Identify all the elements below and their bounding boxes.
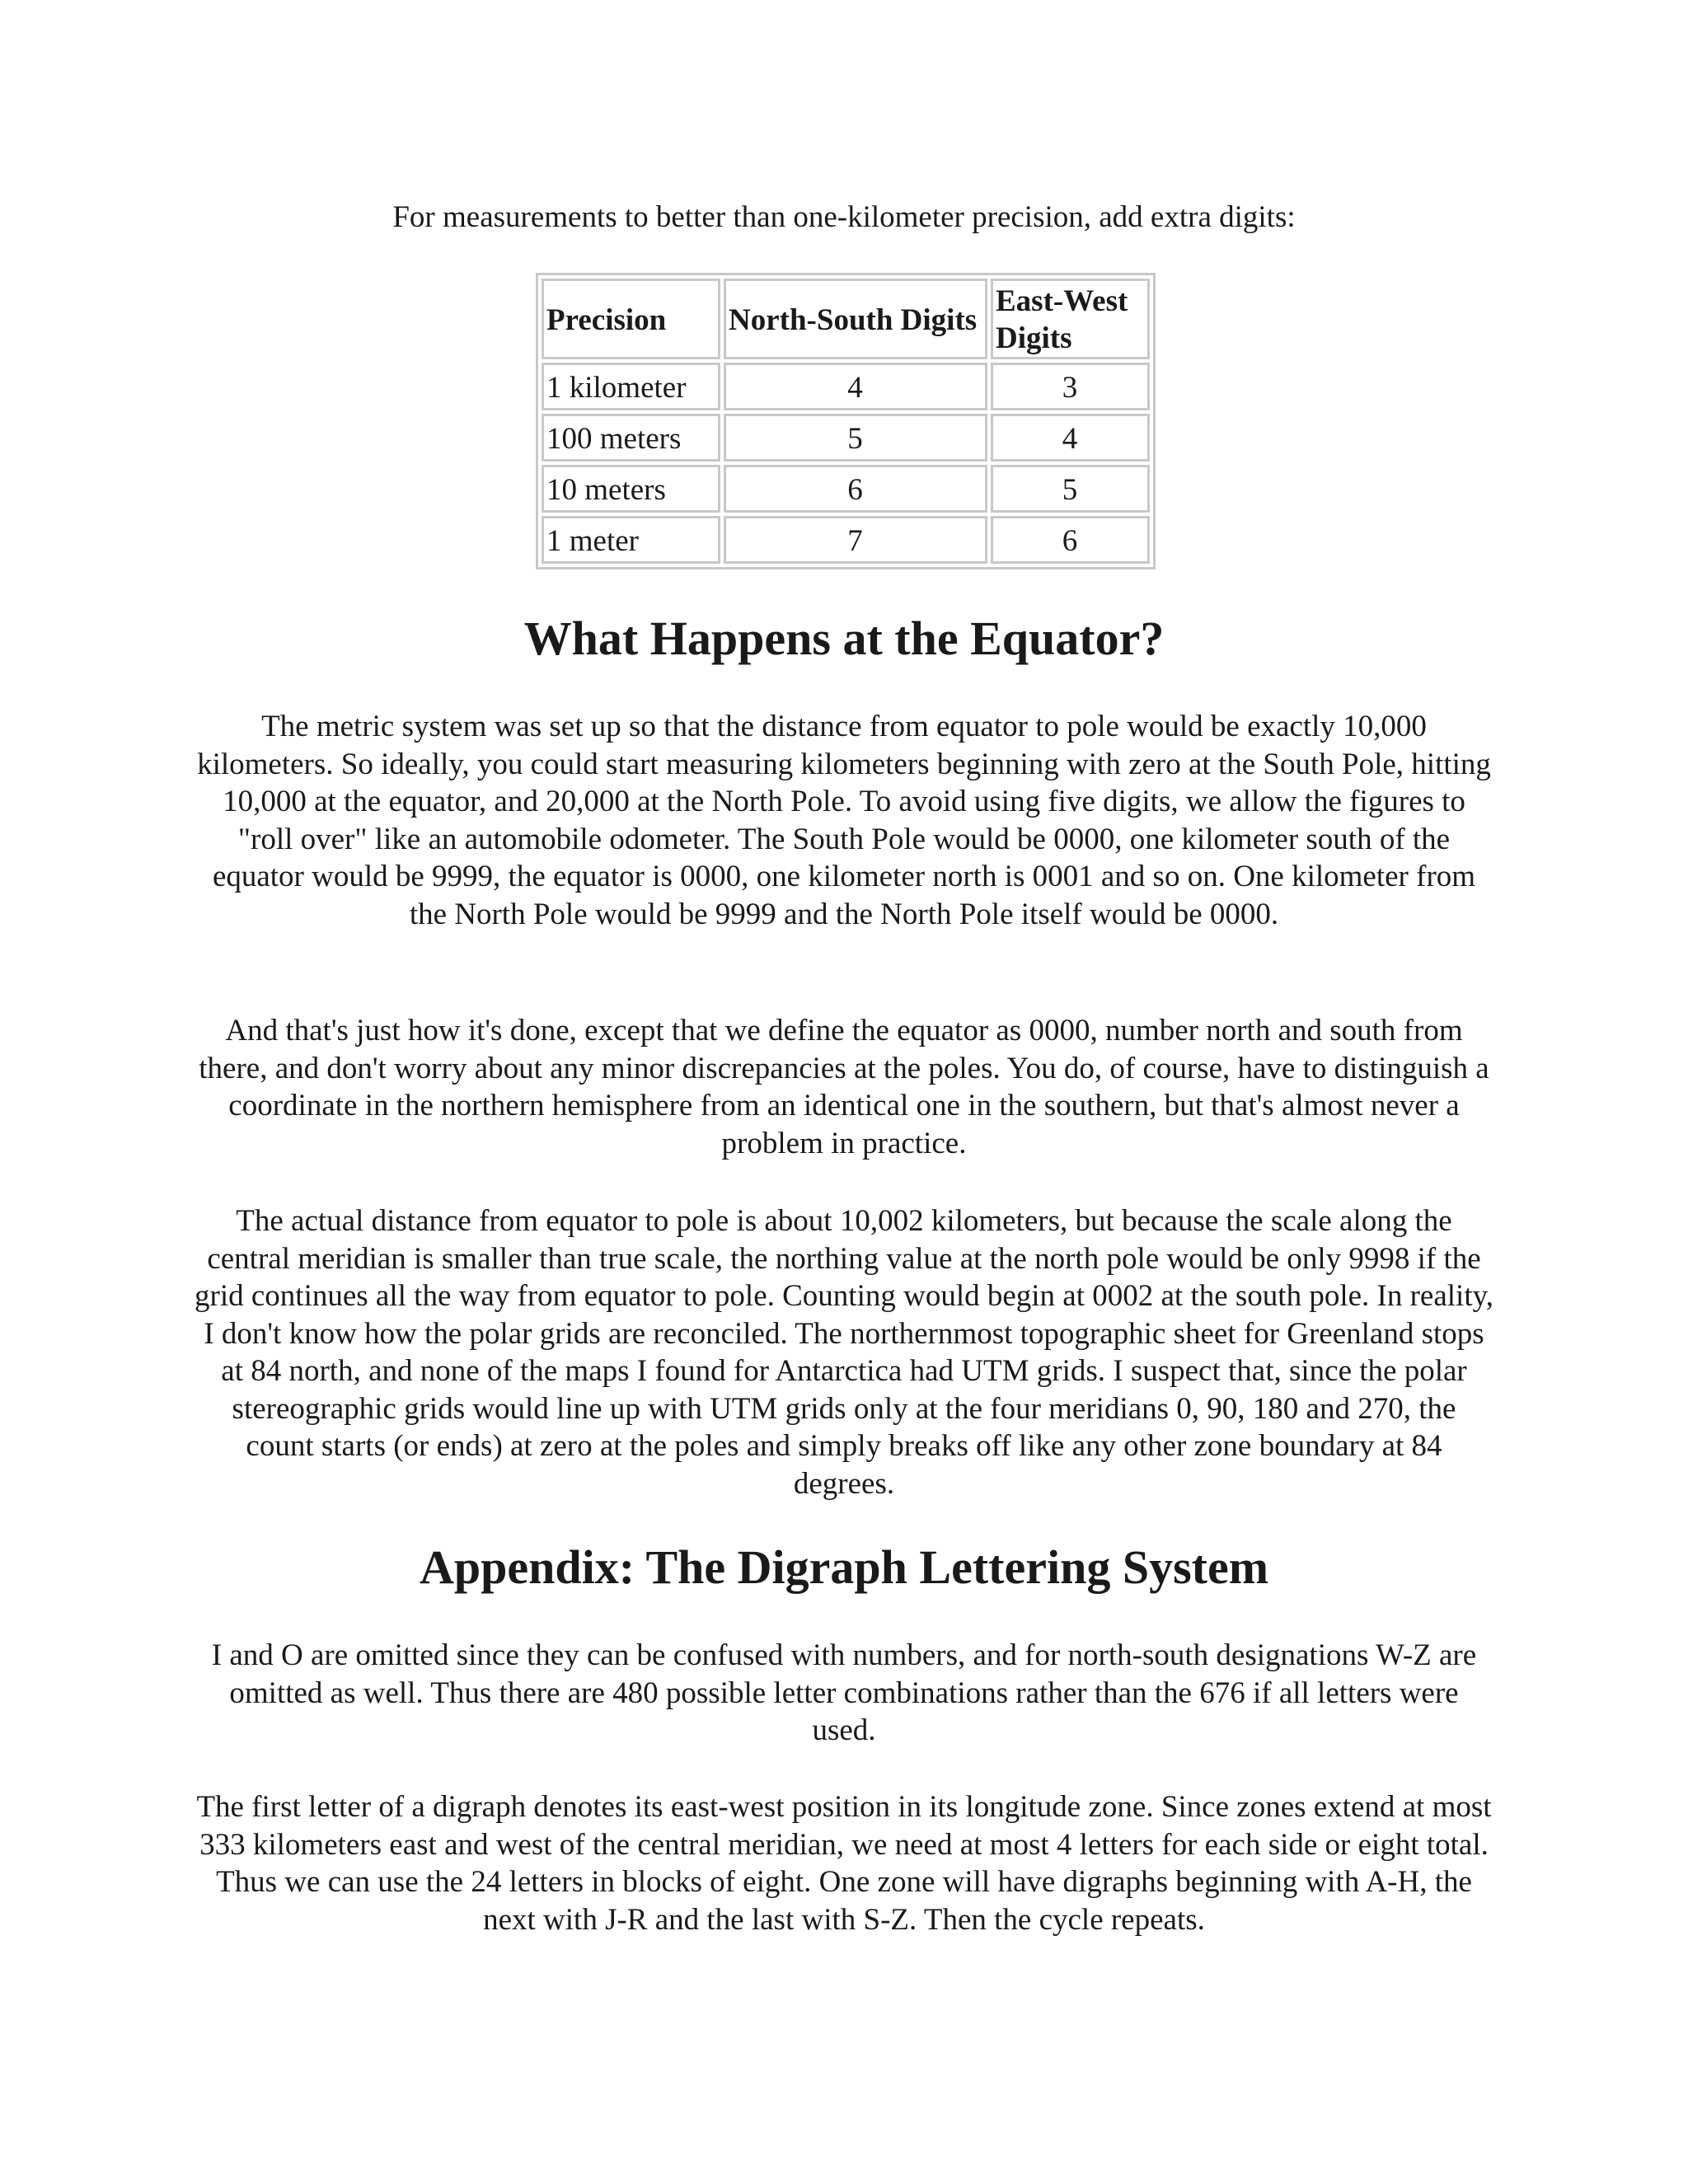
table-cell-east-west: 5 [991,465,1150,513]
paragraph-text: And that's just how it's done, except that we define the equator as 0000, number north and south from there, and don't worry about any minor discrepancies at the poles. You do, of course, have to distinguish a coordinate in the northern hemisphere from an identical one in the southern, but that's almost never a problem in practice. [199,1014,1489,1160]
table-cell-east-west: 3 [991,363,1150,410]
intro-text: For measurements to better than one-kilometer precision, add extra digits: [392,200,1296,234]
table-cell-north-south: 7 [724,516,987,564]
table-header-precision: Precision [542,279,720,359]
appendix-paragraph-2 [195,1788,1493,1938]
paragraph-text: The actual distance from equator to pole is about 10,002 kilometers, but because the scale along the central meridian is smaller than true scale, the northing value at the north pole would be only 9998 if the grid continues all the way from equator to pole. Counting would begin at 0002 at the south pole. In reality, I don't know how the polar grids are reconciled. The northernmost topographic sheet for Greenland stops at 84 north, and none of the maps I found for Antarctica had UTM grids. I suspect that, since the polar stereographic grids would line up with UTM grids only at the four meridians 0, 90, 180 and 270, the count starts (or ends) at zero at the poles and simply breaks off like any other zone boundary at 84 degrees. [195,1204,1493,1501]
table-cell-east-west: 6 [991,516,1150,564]
table-row [542,414,1150,462]
equator-paragraph-1 [195,708,1493,933]
table-cell-precision: 1 kilometer [542,363,720,410]
paragraph-text: The metric system was set up so that the distance from equator to pole would be exactly 10,000 kilometers. So ideally, you could start measuring kilometers beginning with zero at the South Pole, hitting 10,000 at the equator, and 20,000 at the North Pole. To avoid using five digits, we allow the figures to "roll over" like an automobile odometer. The South Pole would be 0000, one kilometer south of the equator would be 9999, the equator is 0000, one kilometer north is 0001 and so on. One kilometer from the North Pole would be 9999 and the North Pole itself would be 0000. [197,710,1491,931]
equator-paragraph-2 [195,1012,1493,1162]
appendix-paragraph-1 [195,1637,1493,1750]
table-row [542,363,1150,410]
paragraph-text: I and O are omitted since they can be confused with numbers, and for north-south designations W-Z are omitted as well. Thus there are 480 possible letter combinations rather than the 676 if all letters were used. [211,1638,1477,1747]
table-cell-precision: 10 meters [542,465,720,513]
section-heading-appendix: Appendix: The Digraph Lettering System [419,1540,1269,1594]
table-cell-north-south: 6 [724,465,987,513]
table-row [542,465,1150,513]
table-header-east-west: East-West Digits [991,279,1150,359]
table-cell-east-west: 4 [991,414,1150,462]
precision-table [536,273,1156,569]
table-cell-precision: 100 meters [542,414,720,462]
table-header-row [542,279,1150,359]
table-cell-north-south: 5 [724,414,987,462]
table-header-north-south: North-South Digits [724,279,987,359]
table-cell-north-south: 4 [724,363,987,410]
section-heading-equator: What Happens at the Equator? [523,612,1165,665]
table-cell-precision: 1 meter [542,516,720,564]
paragraph-text: The first letter of a digraph denotes its east-west position in its longitude zone. Since zones extend at most 333 kilometers east and west of the central meridian, we need at most 4 letters for each side or eight total. Thus we can use the 24 letters in blocks of eight. One zone will have digraphs beginning with A-H, the next with J-R and the last with S-Z. Then the cycle repeats. [196,1790,1492,1937]
equator-paragraph-3 [195,1202,1493,1502]
table-row [542,516,1150,564]
